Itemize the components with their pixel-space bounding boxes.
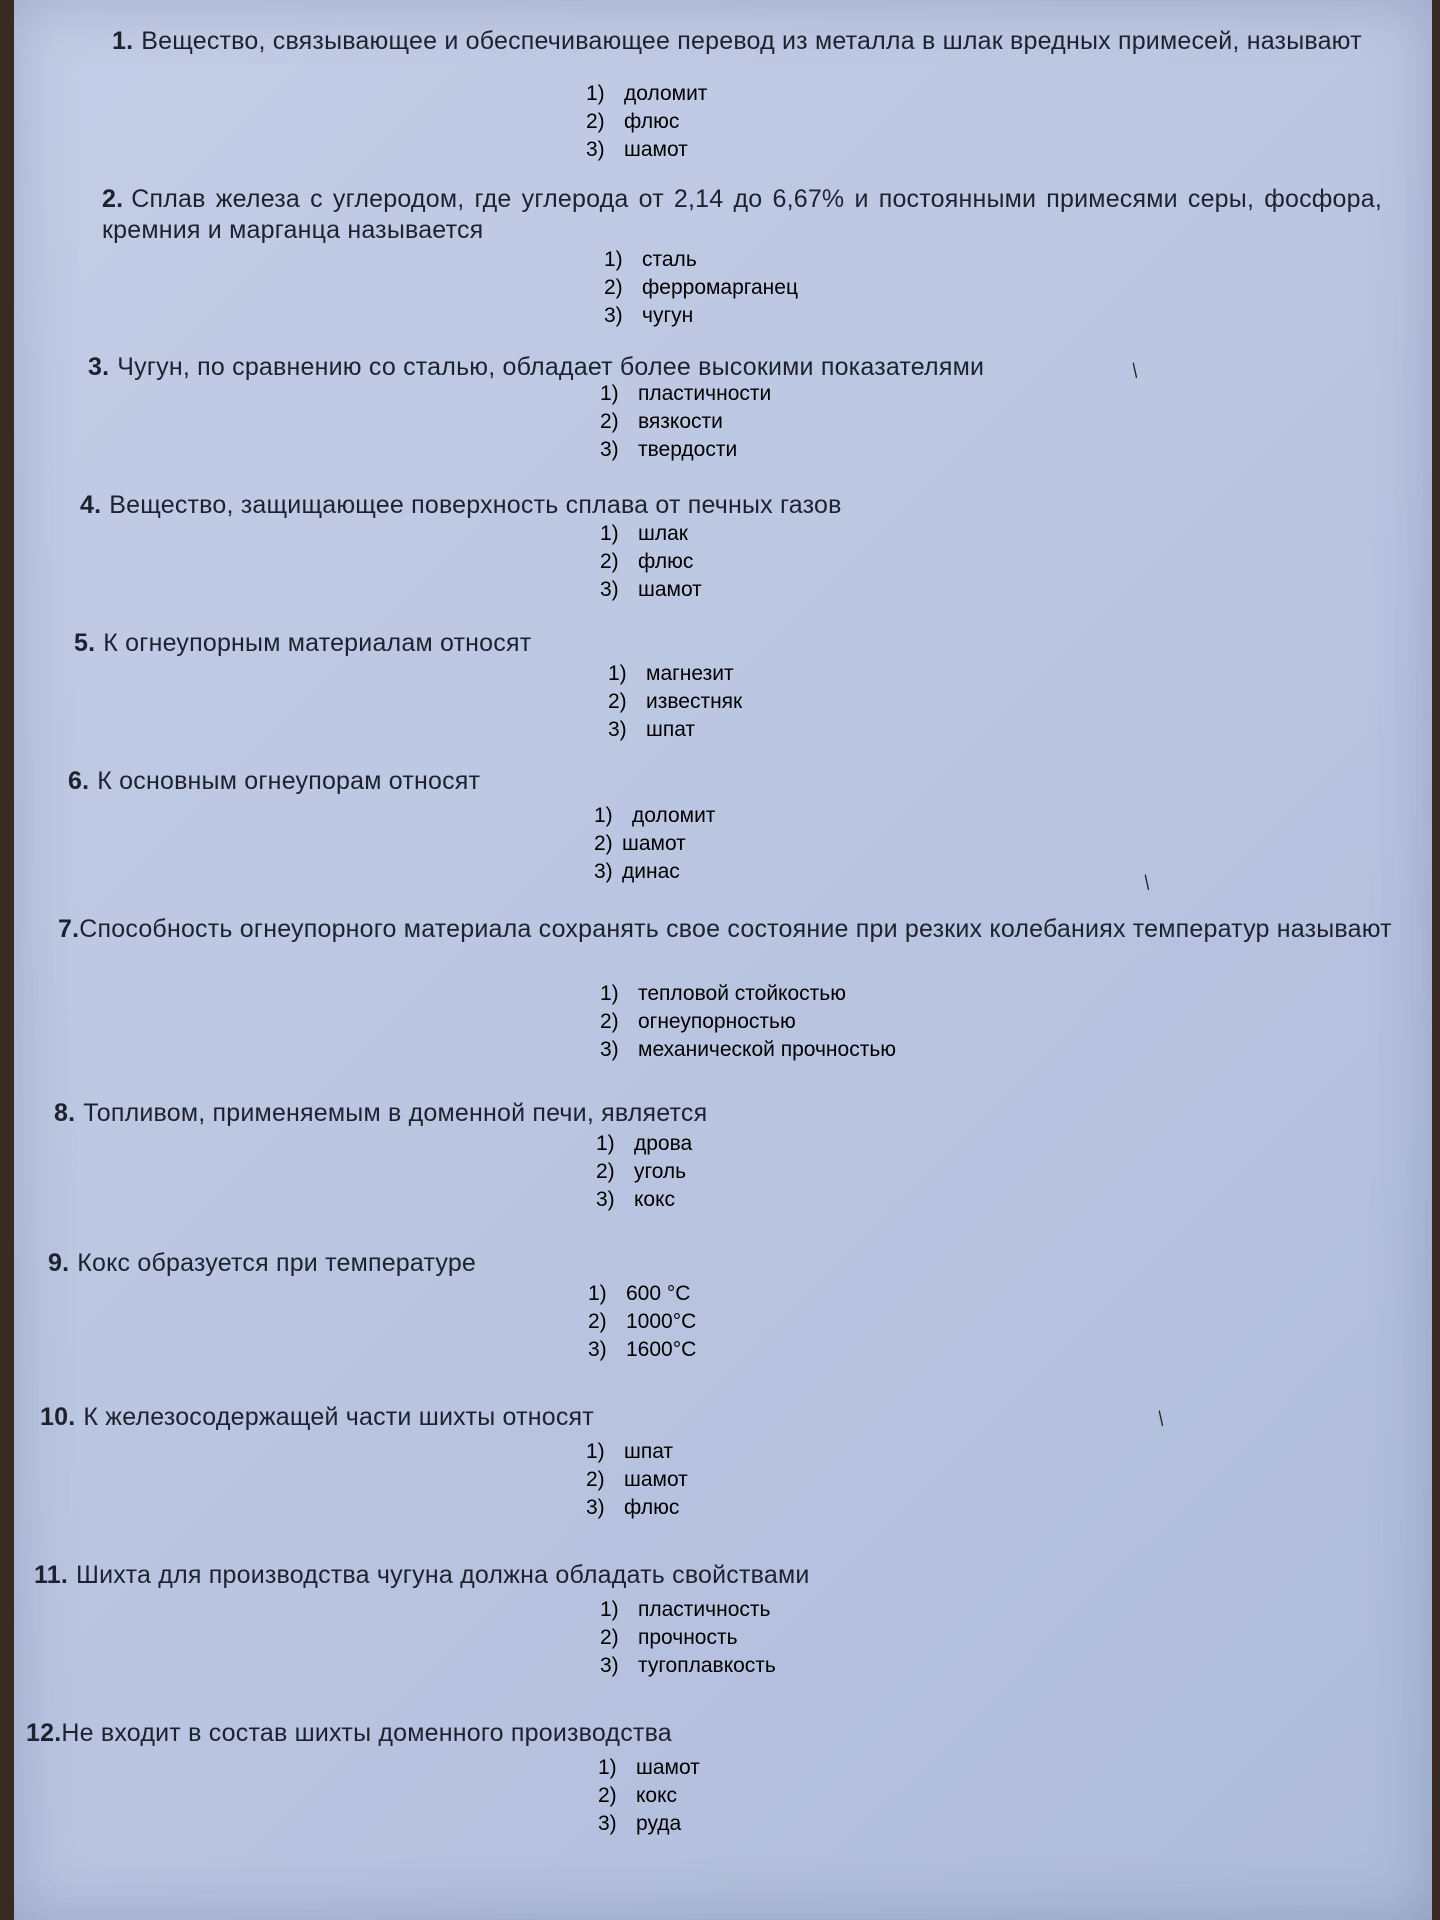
- question-text: 9. Кокс образуется при температуре: [48, 1249, 477, 1277]
- question-number: 3.: [88, 353, 110, 381]
- question-5: [74, 628, 1314, 659]
- option: 2) шамот: [586, 1468, 688, 1491]
- option: 3) механической прочностью: [600, 1038, 897, 1061]
- options-11: [600, 1596, 776, 1680]
- option: 1) тепловой стойкостью: [600, 982, 846, 1005]
- question-text: 4. Вещество, защищающее поверхность сплава от печных газов: [80, 491, 842, 519]
- option: 3) руда: [598, 1812, 682, 1835]
- option: 3) твердости: [600, 438, 738, 461]
- option: 2) известняк: [608, 690, 743, 713]
- pencil-mark: /: [1127, 359, 1143, 382]
- pencil-mark: /: [1153, 1407, 1169, 1430]
- option: 1) 600 °C: [588, 1282, 691, 1305]
- option: 2) прочность: [600, 1626, 738, 1649]
- option: 3) кокс: [596, 1188, 676, 1211]
- option: 1) доломит: [594, 804, 716, 827]
- question-number: 5.: [74, 629, 96, 657]
- option: 2) ферромарганец: [604, 276, 798, 299]
- question-11: [34, 1560, 1274, 1591]
- option: 1) шлак: [600, 522, 688, 545]
- option: 3) шамот: [586, 138, 688, 161]
- question-number: 4.: [80, 491, 102, 519]
- option: 1) магнезит: [608, 662, 734, 685]
- paper-sheet: [14, 0, 1432, 1920]
- question-4: [80, 490, 1320, 521]
- question-text: 8. Топливом, применяемым в доменной печи, является: [54, 1099, 708, 1127]
- question-8: [54, 1098, 1294, 1129]
- option: 2) вязкости: [600, 410, 723, 433]
- question-10: [40, 1402, 1280, 1433]
- option: 2) флюс: [586, 110, 680, 133]
- options-9: [588, 1280, 696, 1364]
- option: 1) дрова: [596, 1132, 693, 1155]
- question-text: 7.Способность огнеупорного материала сохранять свое состояние при резких колебаниях температур называют: [58, 915, 1392, 943]
- options-6: [594, 802, 715, 886]
- question-text: 10. К железосодержащей части шихты относят: [40, 1403, 594, 1431]
- option: 2) шамот: [594, 832, 686, 855]
- question-text: 12.Не входит в состав шихты доменного производства: [26, 1719, 672, 1747]
- option: 1) пластичность: [600, 1598, 771, 1621]
- question-text: 5. К огнеупорным материалам относят: [74, 629, 532, 657]
- question-text: 11. Шихта для производства чугуна должна обладать свойствами: [34, 1561, 810, 1589]
- option: 3) тугоплавкость: [600, 1654, 776, 1677]
- options-8: [596, 1130, 692, 1214]
- option: 1) пластичности: [600, 382, 772, 405]
- question-number: 10.: [40, 1403, 76, 1431]
- option: 3) 1600°C: [588, 1338, 697, 1361]
- option: 2) кокс: [598, 1784, 678, 1807]
- option: 1) сталь: [604, 248, 697, 271]
- option: 2) 1000°C: [588, 1310, 697, 1333]
- option: 2) огнеупорностью: [600, 1010, 796, 1033]
- question-number: 7.: [58, 915, 80, 943]
- question-number: 11.: [34, 1561, 68, 1589]
- question-1: [112, 26, 1378, 57]
- option: 3) флюс: [586, 1496, 680, 1519]
- pencil-mark: /: [1139, 871, 1155, 894]
- option: 3) шамот: [600, 578, 702, 601]
- question-number: 9.: [48, 1249, 70, 1277]
- question-number: 12.: [26, 1719, 62, 1747]
- question-7: [58, 914, 1418, 945]
- question-text: 2. Сплав железа с углеродом, где углерода от 2,14 до 6,67% и постоянными примесями серы, фосфора, кремния и марганца называется: [102, 185, 1382, 244]
- question-9: [48, 1248, 1288, 1279]
- option: 3) чугун: [604, 304, 694, 327]
- options-12: [598, 1754, 700, 1838]
- options-3: [600, 380, 771, 464]
- question-6: [68, 766, 1308, 797]
- question-number: 6.: [68, 767, 90, 795]
- options-10: [586, 1438, 688, 1522]
- options-1: [586, 80, 707, 164]
- option: 2) уголь: [596, 1160, 687, 1183]
- option: 3) шпат: [608, 718, 696, 741]
- options-4: [600, 520, 702, 604]
- options-7: [600, 980, 896, 1064]
- question-text: 6. К основным огнеупорам относят: [68, 767, 481, 795]
- option: 1) доломит: [586, 82, 708, 105]
- options-2: [604, 246, 798, 330]
- question-number: 2.: [102, 185, 124, 213]
- options-5: [608, 660, 742, 744]
- option: 3) динас: [594, 860, 680, 883]
- question-2: [102, 184, 1382, 246]
- option: 1) шпат: [586, 1440, 674, 1463]
- question-number: 1.: [112, 27, 134, 55]
- option: 1) шамот: [598, 1756, 700, 1779]
- question-text: 3. Чугун, по сравнению со сталью, обладает более высокими показателями: [88, 353, 985, 381]
- question-number: 8.: [54, 1099, 76, 1127]
- option: 2) флюс: [600, 550, 694, 573]
- question-text: 1. Вещество, связывающее и обеспечивающее перевод из металла в шлак вредных примесей, называют: [112, 27, 1362, 55]
- question-12: [26, 1718, 1266, 1749]
